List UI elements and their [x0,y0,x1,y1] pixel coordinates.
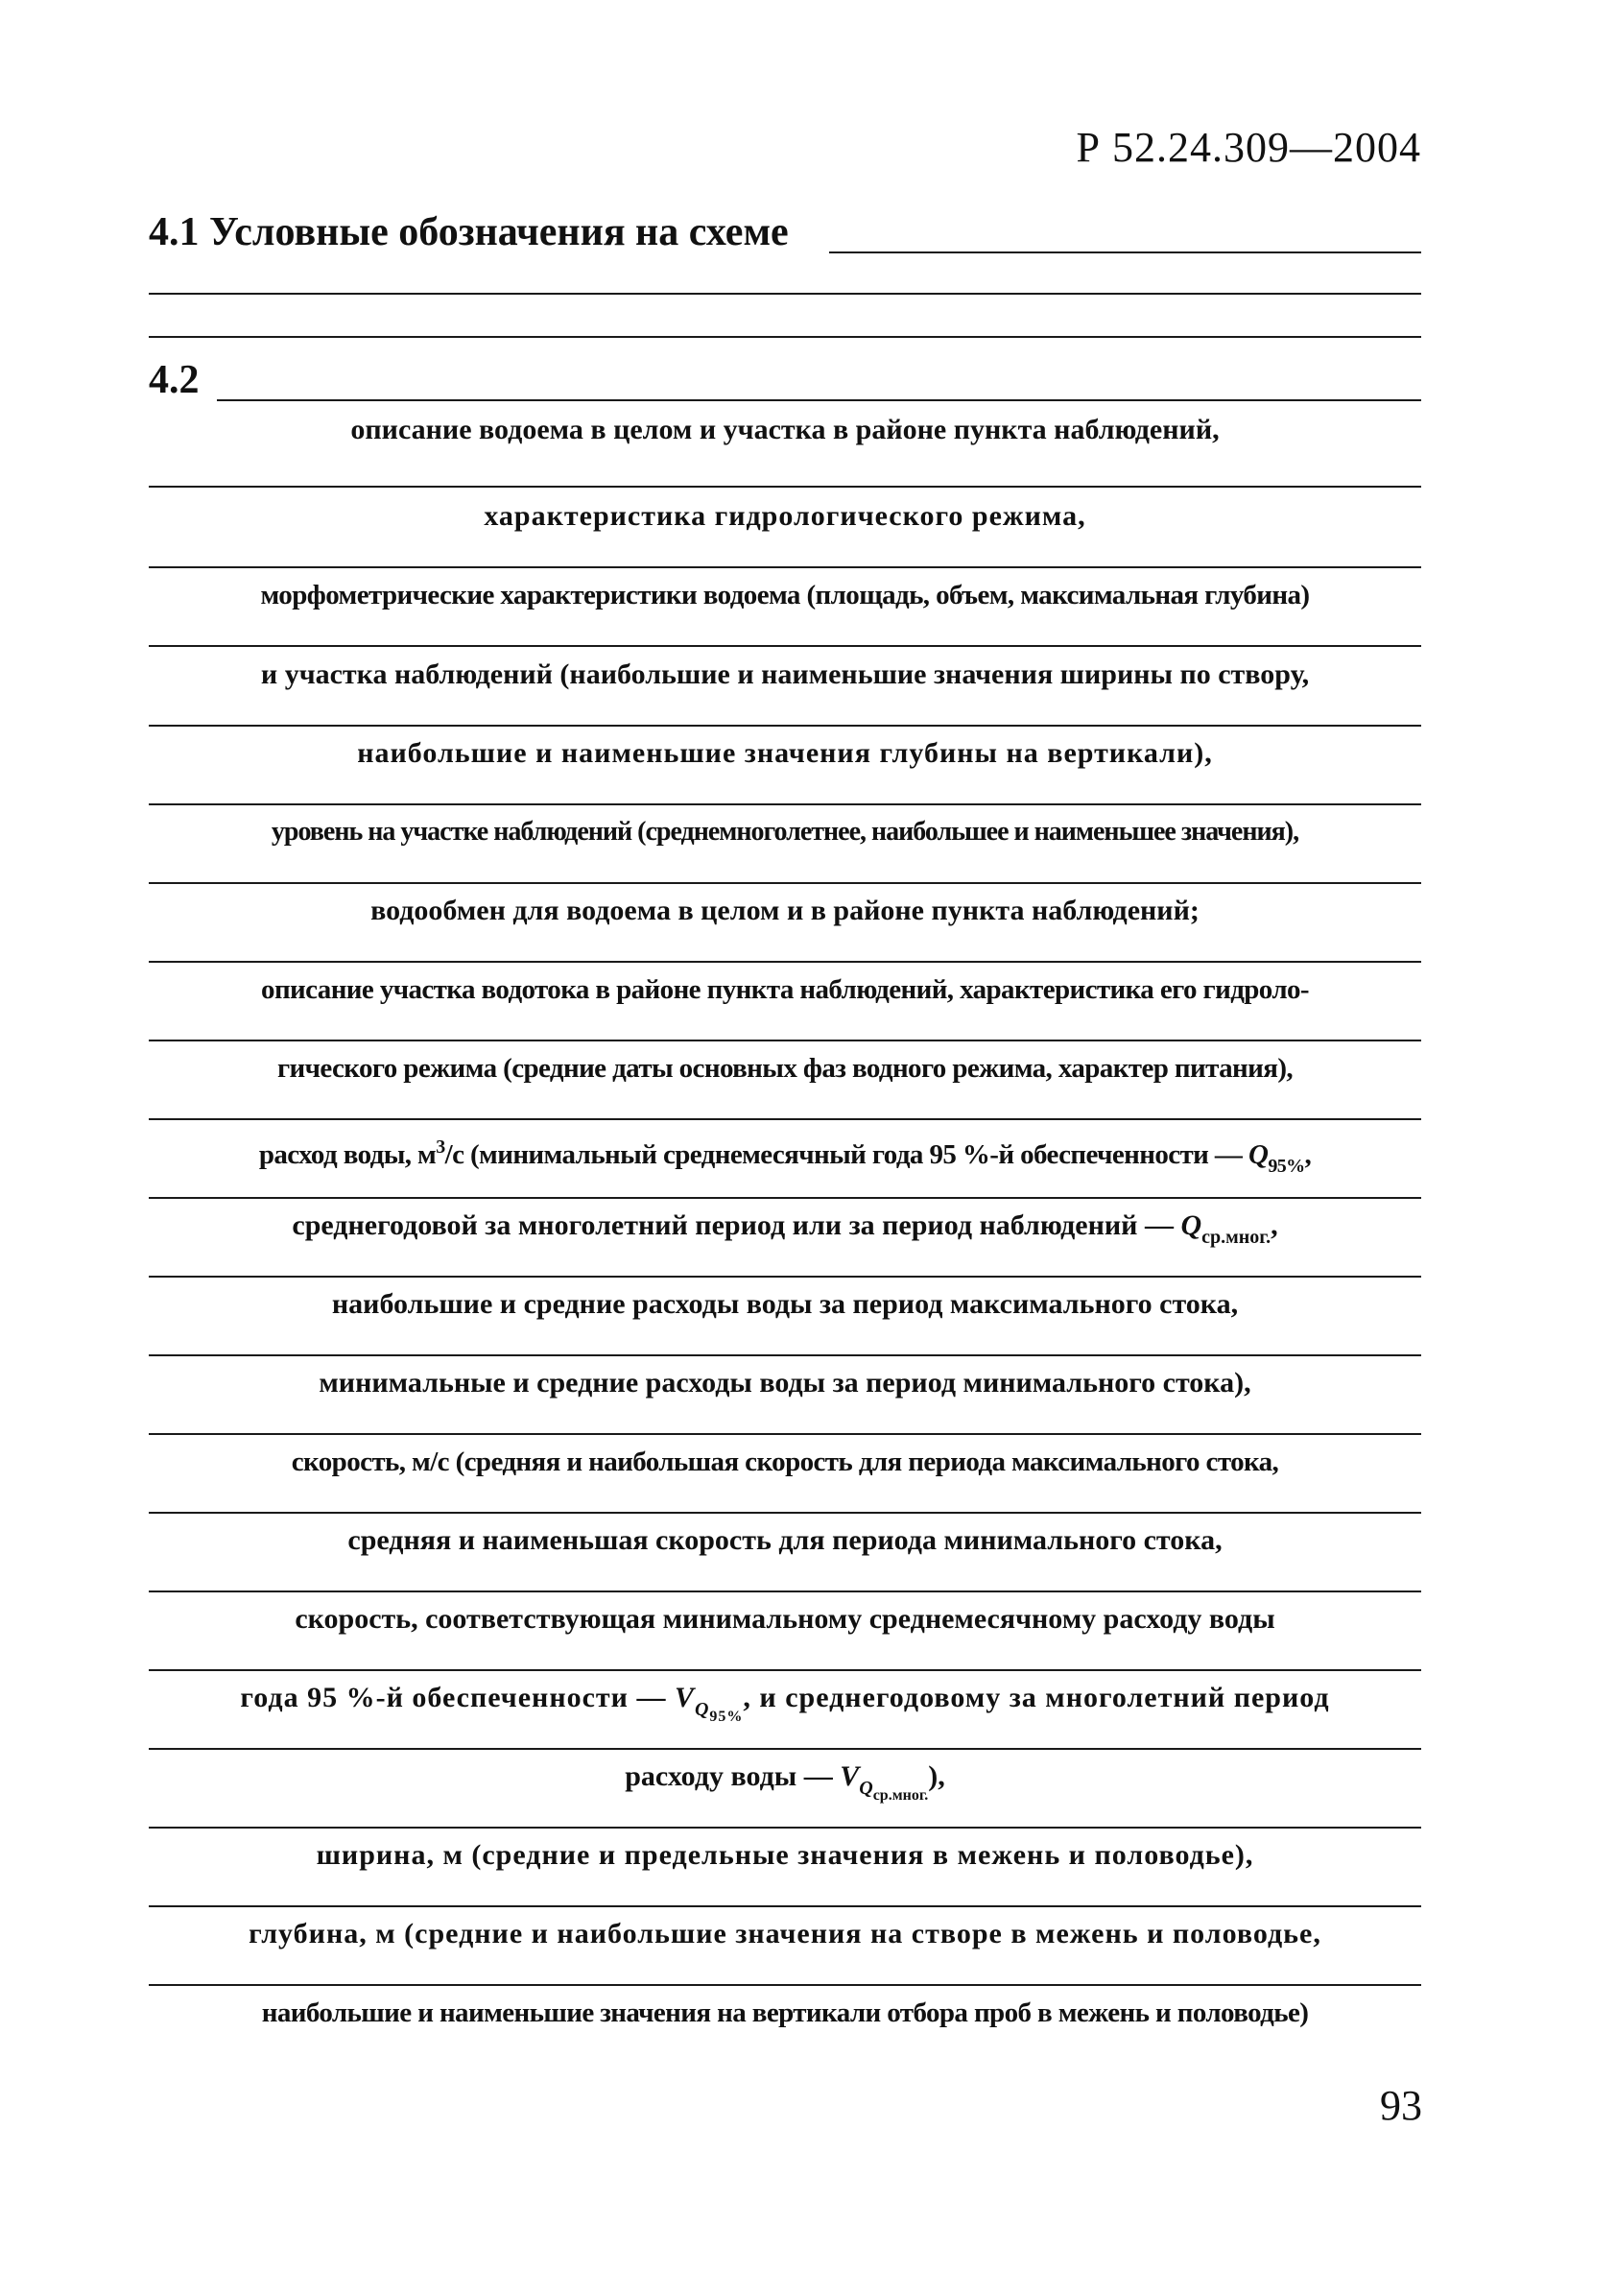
fill-rule [149,1197,1421,1199]
fill-rule [829,251,1421,253]
fill-rule [149,293,1421,295]
form-line: средняя и наименьшая скорость для периода минимального стока, [347,1524,1223,1556]
form-line: наибольшие и средние расходы воды за период максимального стока, [331,1288,1239,1320]
fill-rule [149,1590,1421,1592]
text-segment: /с (минимальный среднемесячный года 95 %-й обеспеченности — [444,1139,1248,1170]
text-segment: расходу воды — [625,1760,841,1792]
fill-rule [149,803,1421,805]
subscript [859,1778,929,1804]
fill-rule [149,1433,1421,1435]
fill-rule [149,1669,1421,1671]
form-line: глубина, м (средние и наибольшие значения на створе в межень и половодье, [249,1918,1321,1949]
form-line-mean-discharge [149,1207,1421,1256]
form-line: водообмен для водоема в целом и в районе пункта наблюдений; [370,895,1200,926]
form-line: наибольшие и наименьшие значения на вертикали отбора проб в межень и половодье) [261,1997,1309,2028]
symbol-q: Q [694,1699,710,1720]
form-line-velocity-95 [149,1679,1421,1736]
form-line: скорость, м/с (средняя и наибольшая скорость для периода максимального стока, [291,1447,1279,1477]
symbol-v: V [674,1682,695,1713]
text-segment: года 95 %-й обеспеченности — [240,1682,675,1713]
text-segment: , и среднегодовому за многолетний период [743,1682,1330,1713]
form-line: ширина, м (средние и предельные значения в межень и половодье), [316,1839,1254,1871]
fill-rule [149,1905,1421,1907]
document-code: Р 52.24.309—2004 [1076,124,1421,171]
superscript: 3 [436,1136,445,1158]
subscript [694,1699,744,1725]
text-segment: ), [928,1760,945,1792]
form-line: и участка наблюдений (наибольшие и наименьшие значения ширины по створу, [260,658,1310,690]
symbol-v: V [840,1760,860,1792]
form-line: минимальные и средние расходы воды за период минимального стока), [319,1367,1251,1399]
fill-rule [149,645,1421,647]
form-line: скорость, соответствующая минимальному среднемесячному расходу воды [295,1603,1275,1635]
form-line: уровень на участке наблюдений (среднемноголетнее, наибольшее и наименьшее значения), [271,817,1299,847]
section-4-2-number: 4.2 [149,358,200,402]
fill-rule [149,882,1421,884]
form-line: наибольшие и наименьшие значения глубины на вертикали), [357,737,1213,769]
form-line: морфометрические характеристики водоема (площадь, объем, максимальная глубина) [260,580,1310,610]
fill-rule [149,1827,1421,1829]
subscript: 95% [709,1709,744,1725]
fill-rule [149,486,1421,488]
form-line: описание водоема в целом и участка в районе пункта наблюдений, [350,414,1220,445]
symbol-q: Q [1248,1139,1269,1170]
fill-rule [149,1748,1421,1750]
subscript: ср.мног. [1201,1227,1271,1248]
text-segment: расход воды, м [258,1139,437,1170]
form-line-discharge [149,1128,1421,1185]
symbol-q: Q [859,1778,873,1799]
text-segment: , [1304,1139,1312,1170]
form-line: описание участка водотока в районе пункта наблюдений, характеристика его гидроло- [261,974,1309,1005]
section-4-1-title: 4.1 Условные обозначения на схеме [149,210,789,254]
fill-rule [149,336,1421,338]
fill-rule [149,1040,1421,1041]
subscript: ср.мног. [872,1787,929,1804]
fill-rule [149,725,1421,727]
text-segment: среднегодовой за многолетний период или за период наблюдений — [292,1209,1181,1241]
subscript: 95% [1268,1156,1305,1177]
form-line: характеристика гидрологического режима, [484,500,1086,532]
fill-rule [149,1984,1421,1986]
fill-rule [149,1512,1421,1514]
symbol-q: Q [1180,1209,1202,1241]
fill-rule [149,566,1421,568]
fill-rule [149,1276,1421,1278]
fill-rule [149,1118,1421,1120]
text-segment: , [1271,1209,1278,1241]
form-line: гического режима (средние даты основных фаз водного режима, характер питания), [276,1053,1294,1084]
fill-rule [149,1354,1421,1356]
fill-rule [149,961,1421,963]
fill-rule [217,399,1421,401]
form-line-velocity-mean [149,1758,1421,1815]
page-number: 93 [1380,2082,1422,2129]
